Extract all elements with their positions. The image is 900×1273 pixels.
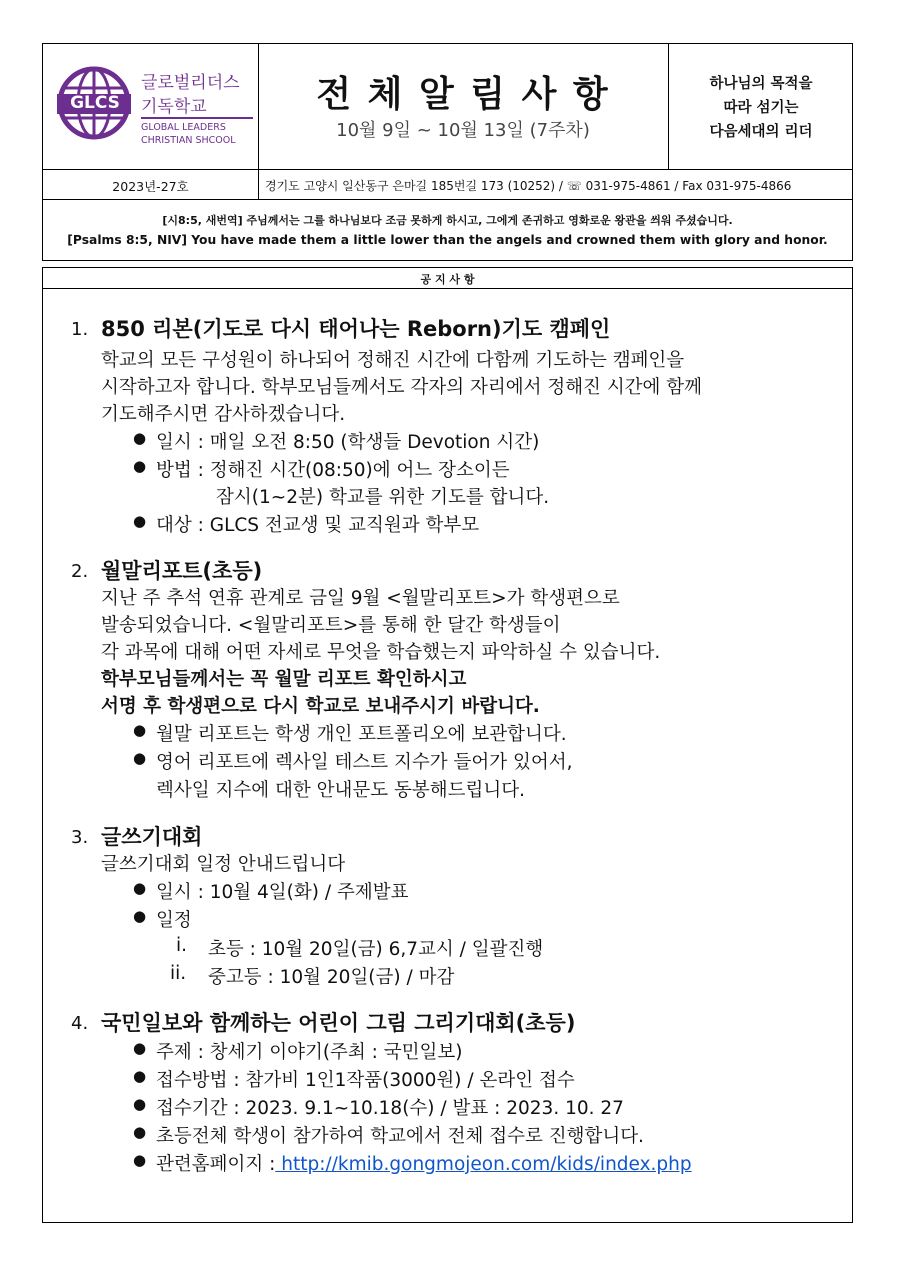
list-item: ● 일시 : 매일 오전 8:50 (학생들 Devotion 시간): [156, 428, 539, 454]
motto: [669, 72, 853, 144]
homepage-link[interactable]: http://kmib.gongmojeon.com/kids/index.php: [275, 1154, 692, 1175]
school-address: 경기도 고양시 일산동구 은마길 185번길 173 (10252) / ☏ 031-975-4861 / Fax 031-975-4866: [265, 179, 792, 193]
sub-list-item: 중고등 : 10월 20일(금) / 마감: [208, 967, 455, 988]
notice-box: [42, 267, 853, 1223]
list-item: ● 일시 : 10월 4일(화) / 주제발표: [156, 878, 408, 904]
verse-english: [Psalms 8:5, NIV] You have made them a little lower than the angels and crowned them with glory and honor.: [67, 233, 828, 247]
roman-numeral: ii.: [170, 963, 187, 984]
list-item-continuation: 잠시(1~2분) 학교를 위한 기도를 합니다.: [216, 487, 550, 508]
motto-line1: 하나님의 목적을: [709, 76, 813, 92]
paragraph-line: 지난 주 추석 연휴 관계로 금일 9월 <월말리포트>가 학생편으로: [101, 588, 620, 609]
date-range: 10월 9일 ~ 10월 13일 (7주차): [336, 120, 590, 141]
school-logo: [55, 62, 255, 162]
list-item: ● 방법 : 정해진 시간(08:50)에 어느 장소이든: [156, 456, 510, 482]
section-number: 4.: [71, 1013, 89, 1034]
issue-number: 2023년-27호: [112, 179, 189, 194]
list-item: ● 월말 리포트는 학생 개인 포트폴리오에 보관합니다.: [156, 720, 567, 746]
notice-title: 공 지 사 항: [420, 273, 475, 286]
logo-badge-text: GLCS: [70, 93, 120, 113]
roman-numeral: i.: [176, 935, 188, 956]
logo-kr-line2: 기독학교: [141, 97, 207, 117]
list-item: ● 접수기간 : 2023. 9.1~10.18(수) / 발표 : 2023. 10. 27: [156, 1094, 624, 1120]
paragraph-line: 발송되었습니다. <월말리포트>를 통해 한 달간 학생들이: [101, 615, 561, 636]
list-item-continuation: 렉사일 지수에 대한 안내문도 동봉해드립니다.: [156, 780, 525, 801]
logo-en-line1: GLOBAL LEADERS: [141, 122, 226, 133]
list-item: ● 주제 : 창세기 이야기(주최 : 국민일보): [156, 1038, 463, 1064]
list-item: [156, 1150, 692, 1176]
page-title: 전 체 알 림 사 항: [316, 74, 610, 115]
section-title: 국민일보와 함께하는 어린이 그림 그리기대회(초등): [101, 1011, 576, 1035]
section-title: 850 리본(기도로 다시 태어나는 Reborn)기도 캠페인: [101, 317, 611, 341]
section-title: 월말리포트(초등): [101, 559, 263, 583]
paragraph-line: 기도해주시면 감사하겠습니다.: [101, 404, 346, 425]
motto-line2: 따라 섬기는: [723, 100, 799, 116]
sub-list-item: 초등 : 10월 20일(금) 6,7교시 / 일괄진행: [208, 939, 544, 960]
list-item: ● 초등전체 학생이 참가하여 학교에서 전체 접수로 진행합니다.: [156, 1122, 644, 1148]
list-item: ● 접수방법 : 참가비 1인1작품(3000원) / 온라인 접수: [156, 1066, 575, 1092]
section-number: 1.: [71, 319, 89, 340]
header-box: [42, 43, 853, 261]
logo-kr-line1: 글로벌리더스: [141, 73, 240, 93]
logo-en-line2: CHRISTIAN SHCOOL: [141, 135, 236, 146]
motto-line3: 다음세대의 리더: [709, 124, 813, 140]
paragraph-line: 각 과목에 대해 어떤 자세로 무엇을 학습했는지 파악하실 수 있습니다.: [101, 642, 661, 663]
section-title: 글쓰기대회: [101, 825, 203, 849]
verse-korean: [시8:5, 새번역] 주님께서는 그를 하나님보다 조금 못하게 하시고, 그에게 존귀하고 영화로운 왕관을 씌워 주셨습니다.: [162, 214, 733, 227]
paragraph-line: 학교의 모든 구성원이 하나되어 정해진 시간에 다함께 기도하는 캠페인을: [101, 350, 685, 371]
paragraph-line: 시작하고자 합니다. 학부모님들께서도 각자의 자리에서 정해진 시간에 함께: [101, 377, 703, 398]
paragraph-line-bold: 서명 후 학생편으로 다시 학교로 보내주시기 바랍니다.: [101, 696, 540, 717]
section-number: 3.: [71, 827, 89, 848]
list-item: ● 일정: [156, 906, 192, 932]
paragraph-line: 글쓰기대회 일정 안내드립니다: [101, 854, 346, 875]
list-item: ● 대상 : GLCS 전교생 및 교직원과 학부모: [156, 511, 479, 537]
section-number: 2.: [71, 561, 89, 582]
paragraph-line-bold: 학부모님들께서는 꼭 월말 리포트 확인하시고: [101, 669, 467, 690]
homepage-label: 관련홈페이지 :: [156, 1154, 276, 1175]
list-item: ● 영어 리포트에 렉사일 테스트 지수가 들어가 있어서,: [156, 748, 572, 774]
